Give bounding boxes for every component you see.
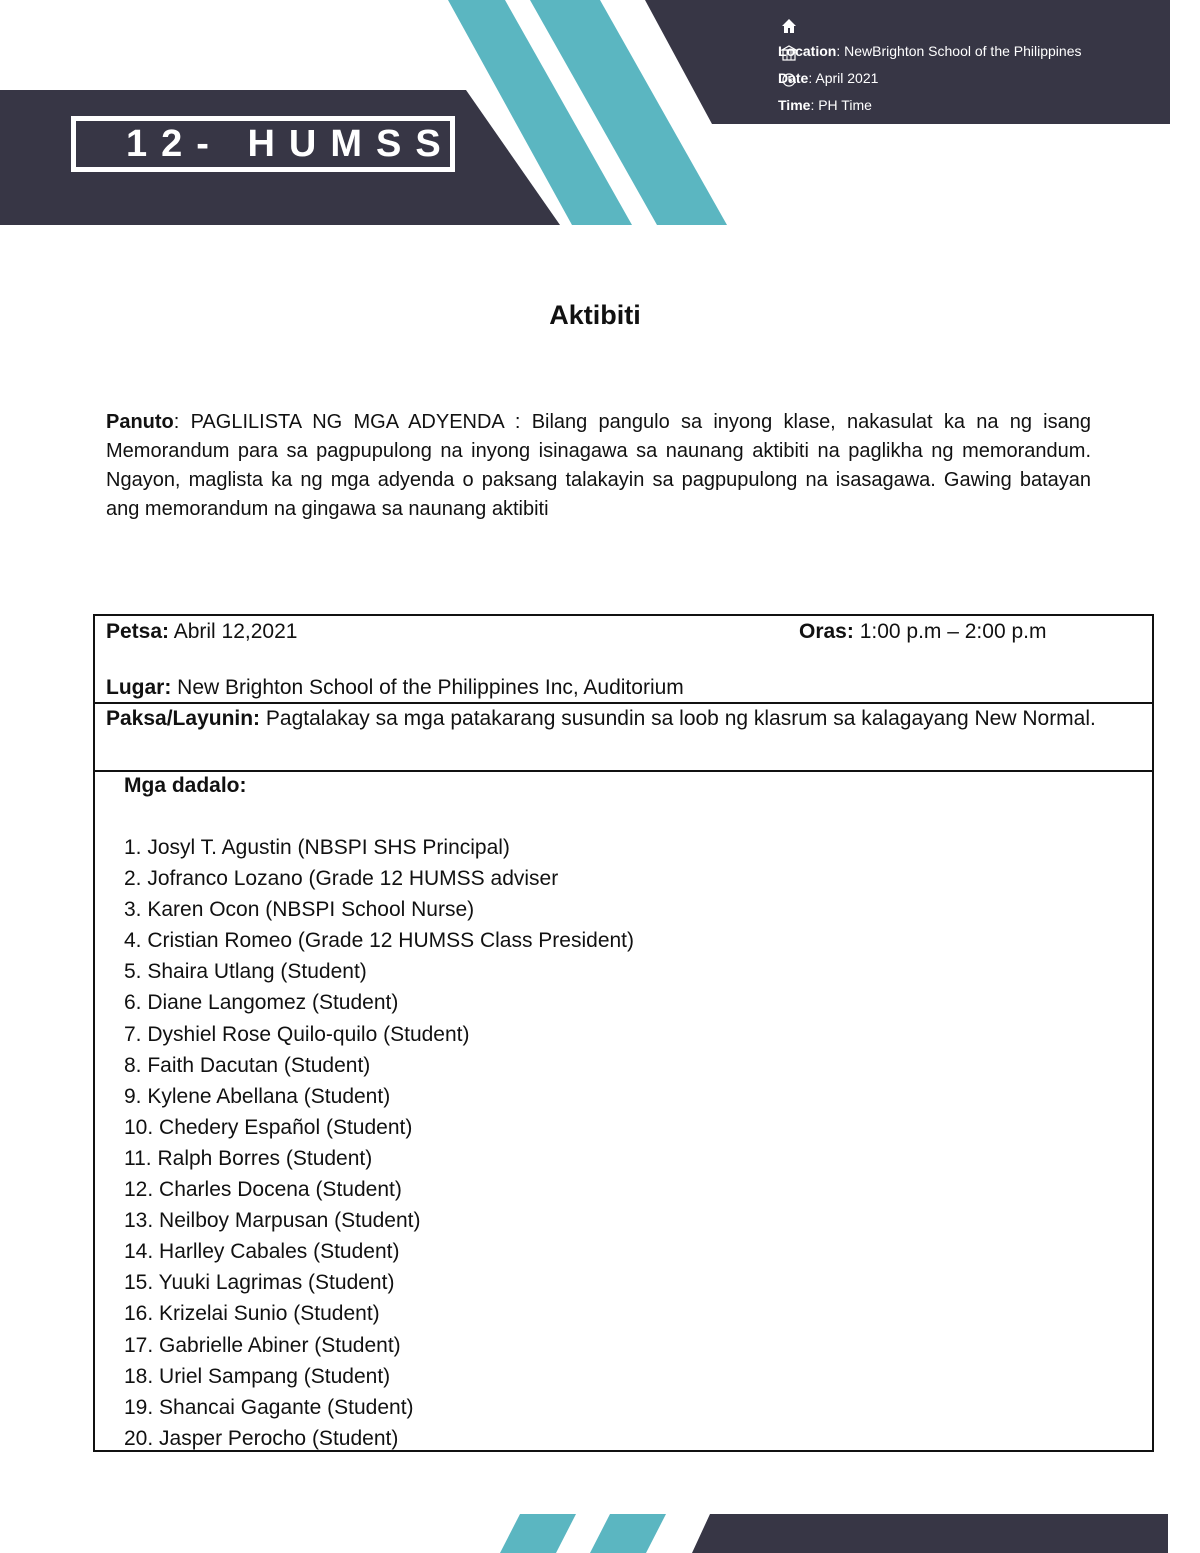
petsa-label: Petsa:	[106, 620, 170, 643]
instructions-text: : PAGLILISTA NG MGA ADYENDA : Bilang pangulo sa inyong klase, nakasulat ka na ng isang Memorandum para sa pagpupulong na inyong isinagawa sa naunang aktibiti na paglikha ng memorandum. Ngayon, maglista ka ng mga adyenda o paksang talakayin sa pagpupulong na isasagawa. Gawing batayan ang memorandum na gingawa sa naunang aktibiti	[106, 411, 1091, 520]
venue-field	[106, 676, 684, 700]
list-item: 10. Chedery Español (Student)	[124, 1115, 413, 1139]
list-item: 19. Shancai Gagante (Student)	[124, 1395, 414, 1419]
list-item: 11. Ralph Borres (Student)	[124, 1146, 373, 1170]
list-item: 1. Josyl T. Agustin (NBSPI SHS Principal)	[124, 836, 510, 859]
minutes-table	[93, 614, 1154, 1452]
lugar-label: Lugar:	[106, 676, 172, 699]
home-icon	[781, 18, 797, 34]
meta-date	[778, 65, 1082, 92]
location-value: : NewBrighton School of the Philippines	[836, 43, 1082, 59]
header-meta	[778, 38, 1082, 119]
agenda-topic	[95, 702, 1152, 772]
meeting-details	[95, 616, 1152, 704]
list-item: 16. Krizelai Sunio (Student)	[124, 1302, 380, 1326]
lugar-value: New Brighton School of the Philippines Inc, Auditorium	[171, 676, 684, 699]
meta-location	[778, 38, 1082, 65]
list-item: 4. Cristian Romeo (Grade 12 HUMSS Class President)	[124, 929, 635, 953]
page-title: Aktibiti	[549, 300, 641, 330]
list-item: 17. Gabrielle Abiner (Student)	[124, 1333, 401, 1357]
building-icon	[781, 45, 797, 61]
date-field	[106, 620, 297, 644]
clock-icon	[781, 72, 797, 88]
paksa-label: Paksa/Layunin:	[106, 707, 261, 730]
topic-field	[106, 704, 1132, 733]
list-item: 9. Kylene Abellana (Student)	[124, 1084, 391, 1108]
list-item: 3. Karen Ocon (NBSPI School Nurse)	[124, 898, 475, 922]
list-item: 20. Jasper Perocho (Student)	[124, 1426, 399, 1450]
list-item: 5. Shaira Utlang (Student)	[124, 960, 367, 984]
footer-band	[692, 1514, 1168, 1553]
list-item: 13. Neilboy Marpusan (Student)	[124, 1209, 421, 1233]
list-item: 14. Harlley Cabales (Student)	[124, 1240, 400, 1264]
list-item: 18. Uriel Sampang (Student)	[124, 1364, 391, 1388]
location-label: Location	[778, 43, 837, 59]
attendees-title: Mga dadalo:	[124, 774, 247, 797]
oras-label: Oras:	[799, 620, 854, 643]
list-item: 8. Faith Dacutan (Student)	[124, 1053, 371, 1077]
instructions	[106, 408, 1091, 524]
list-item: 12. Charles Docena (Student)	[124, 1178, 402, 1202]
class-badge: 12- HUMSS	[71, 116, 455, 172]
list-item: 2. Jofranco Lozano (Grade 12 HUMSS adviser	[124, 867, 559, 891]
list-item: 7. Dyshiel Rose Quilo-quilo (Student)	[124, 1022, 470, 1046]
time-label: Time	[778, 97, 811, 113]
instructions-label: Panuto	[106, 411, 174, 433]
footer-stripe-right	[590, 1514, 666, 1553]
time-field	[799, 620, 1046, 644]
paksa-value: Pagtalakay sa mga patakarang susundin sa loob ng klasrum sa kalagayang New Normal.	[260, 707, 1096, 730]
attendees-list	[124, 832, 634, 1454]
oras-value: 1:00 p.m – 2:00 p.m	[853, 620, 1047, 643]
footer-stripe-left	[500, 1514, 576, 1553]
list-item: 15. Yuuki Lagrimas (Student)	[124, 1271, 395, 1295]
list-item: 6. Diane Langomez (Student)	[124, 991, 399, 1015]
time-value: : PH Time	[810, 97, 872, 113]
date-value: : April 2021	[808, 70, 879, 86]
date-label: Date	[778, 70, 809, 86]
petsa-value: Abril 12,2021	[169, 620, 298, 643]
meta-time	[778, 92, 1082, 119]
